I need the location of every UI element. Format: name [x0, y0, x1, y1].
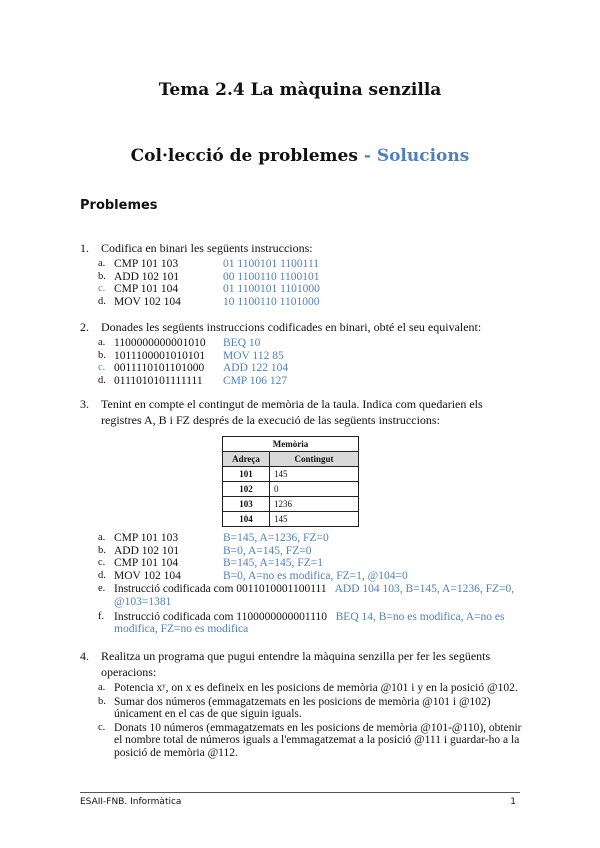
table-cell-content: 145	[270, 467, 359, 482]
table-caption: Memòria	[223, 437, 359, 452]
list-item	[98, 283, 520, 296]
list-item	[98, 295, 520, 309]
item-letter: e.	[98, 583, 106, 595]
item-instruction: 1100000000001010	[114, 337, 206, 349]
item-instruction: 0011110101101000	[114, 362, 205, 375]
page-number: 1	[510, 797, 516, 807]
item-instruction: MOV 102 104	[114, 295, 181, 308]
table-row	[223, 512, 359, 527]
question-number: 3.	[80, 397, 89, 411]
list-item	[98, 682, 524, 695]
item-letter: b.	[98, 544, 106, 556]
item-instruction: ADD 102 101	[114, 544, 180, 557]
item-answer: 01 1100101 1100111	[223, 258, 320, 270]
table-row	[223, 482, 359, 497]
subtitle-main: Col·lecció de problemes	[130, 146, 358, 166]
question-items	[98, 682, 522, 760]
item-answer: BEQ 10	[223, 337, 261, 349]
item-instruction: CMP 101 103	[114, 258, 179, 270]
item-letter: b.	[98, 270, 106, 282]
document-title: Tema 2.4 La màquina senzilla	[158, 80, 442, 100]
item-answer: ADD 122 104	[223, 362, 289, 375]
table-row	[223, 497, 359, 512]
item-answer: BEQ 14, B=no es modifica, A=no es modifica, FZ=no es modifica	[114, 610, 505, 636]
item-letter: c.	[98, 283, 106, 295]
question-items	[98, 337, 520, 387]
list-item	[98, 532, 520, 545]
item-text: Sumar dos números (emmagatzemats en les posicions de memòria @101 i @102) únicament en el cas de que siguin iguals.	[114, 695, 491, 721]
memory-table	[222, 436, 359, 527]
document-subtitle	[0, 146, 600, 166]
question-items	[98, 258, 520, 308]
table-cell-content: 0	[270, 482, 359, 497]
item-instruction: Instrucció codificada com 1100000000001110	[114, 610, 328, 623]
item-answer: CMP 106 127	[223, 374, 288, 387]
list-item	[98, 270, 520, 284]
item-letter: d.	[98, 295, 106, 307]
item-letter: b.	[98, 695, 106, 707]
question-1	[80, 240, 520, 308]
list-item	[98, 544, 520, 558]
item-answer: 01 1100101 1101000	[223, 283, 320, 296]
list-item	[98, 349, 520, 363]
item-instruction: 0111010101111111	[114, 374, 203, 387]
question-text: Tenint en compte el contingut de memòria de la taula. Indica com quedarien els registres A, B i FZ després de la execució de las següents instruccions:	[101, 397, 483, 427]
item-instruction: ADD 102 101	[114, 270, 180, 283]
table-cell-content: 145	[270, 512, 359, 527]
question-text: Donades les següents instruccions codificades en binari, obté el seu equivalent:	[101, 320, 482, 334]
item-letter: a.	[98, 337, 106, 348]
page-footer	[80, 792, 520, 807]
table-cell-address: 104	[223, 512, 270, 527]
question-items	[98, 532, 520, 636]
list-item	[98, 695, 524, 721]
list-item	[98, 569, 520, 583]
table-cell-content: 1236	[270, 497, 359, 512]
list-item	[98, 557, 520, 570]
item-letter: a.	[98, 258, 106, 269]
item-letter: f.	[98, 610, 105, 622]
question-number: 1.	[80, 241, 89, 255]
question-number: 4.	[80, 649, 89, 663]
item-answer: 00 1100110 1100101	[223, 270, 320, 283]
item-letter: c.	[98, 721, 106, 733]
table-cell-address: 103	[223, 497, 270, 512]
list-item	[98, 721, 524, 760]
item-instruction: CMP 101 104	[114, 557, 179, 570]
list-item	[98, 337, 520, 350]
item-answer: B=145, A=145, FZ=1	[223, 557, 323, 570]
item-instruction: 1011100001010101	[114, 349, 206, 362]
item-instruction: CMP 101 103	[114, 532, 179, 544]
item-instruction: MOV 102 104	[114, 569, 181, 582]
section-heading: Problemes	[80, 198, 158, 213]
item-text: Potencia xʸ, on x es defineix en les posicions de memòria @101 i y en la posició @102.	[114, 682, 518, 694]
question-3-items	[80, 532, 520, 636]
question-2	[80, 319, 520, 387]
item-letter: c.	[98, 557, 106, 569]
item-instruction: Instrucció codificada com 0011010001100111	[114, 583, 327, 596]
subtitle-solutions: - Solucions	[363, 146, 470, 166]
list-item	[98, 583, 524, 608]
list-item	[98, 362, 520, 375]
table-header-content: Contingut	[270, 452, 359, 467]
table-cell-address: 101	[223, 467, 270, 482]
item-answer: B=0, A=no es modifica, FZ=1, @104=0	[223, 569, 408, 582]
footer-label: ESAII-FNB. Informàtica	[80, 797, 182, 807]
item-answer: B=145, A=1236, FZ=0	[223, 532, 329, 544]
item-instruction: CMP 101 104	[114, 283, 179, 296]
item-letter: d.	[98, 374, 106, 386]
list-item	[98, 374, 520, 388]
table-header-address: Adreça	[223, 452, 270, 467]
item-letter: d.	[98, 569, 106, 581]
table-cell-address: 102	[223, 482, 270, 497]
question-text: Codifica en binari les següents instruccions:	[101, 241, 313, 255]
question-4	[80, 648, 520, 760]
item-answer: 10 1100110 1101000	[223, 295, 320, 308]
question-3	[80, 396, 520, 428]
item-answer: B=0, A=145, FZ=0	[223, 544, 312, 557]
item-letter: a.	[98, 532, 106, 543]
list-item	[98, 258, 520, 271]
item-letter: b.	[98, 349, 106, 361]
question-number: 2.	[80, 320, 89, 334]
item-letter: a.	[98, 682, 106, 693]
item-letter: c.	[98, 362, 106, 374]
item-answer: ADD 104 103, B=145, A=1236, FZ=0, @103=1381	[114, 583, 515, 608]
item-text: Donats 10 números (emmagatzemats en les posicions de memòria @101-@110), obtenir el nombre total de números iguals a l'emmagatzemat a la posició @111 i guardar-ho a la posició de memòria @112.	[114, 721, 522, 759]
question-text: Realitza un programa que pugui entendre la màquina senzilla per fer les següents operacions:	[101, 649, 491, 679]
list-item	[98, 610, 524, 636]
item-answer: MOV 112 85	[223, 349, 284, 362]
table-row	[223, 467, 359, 482]
